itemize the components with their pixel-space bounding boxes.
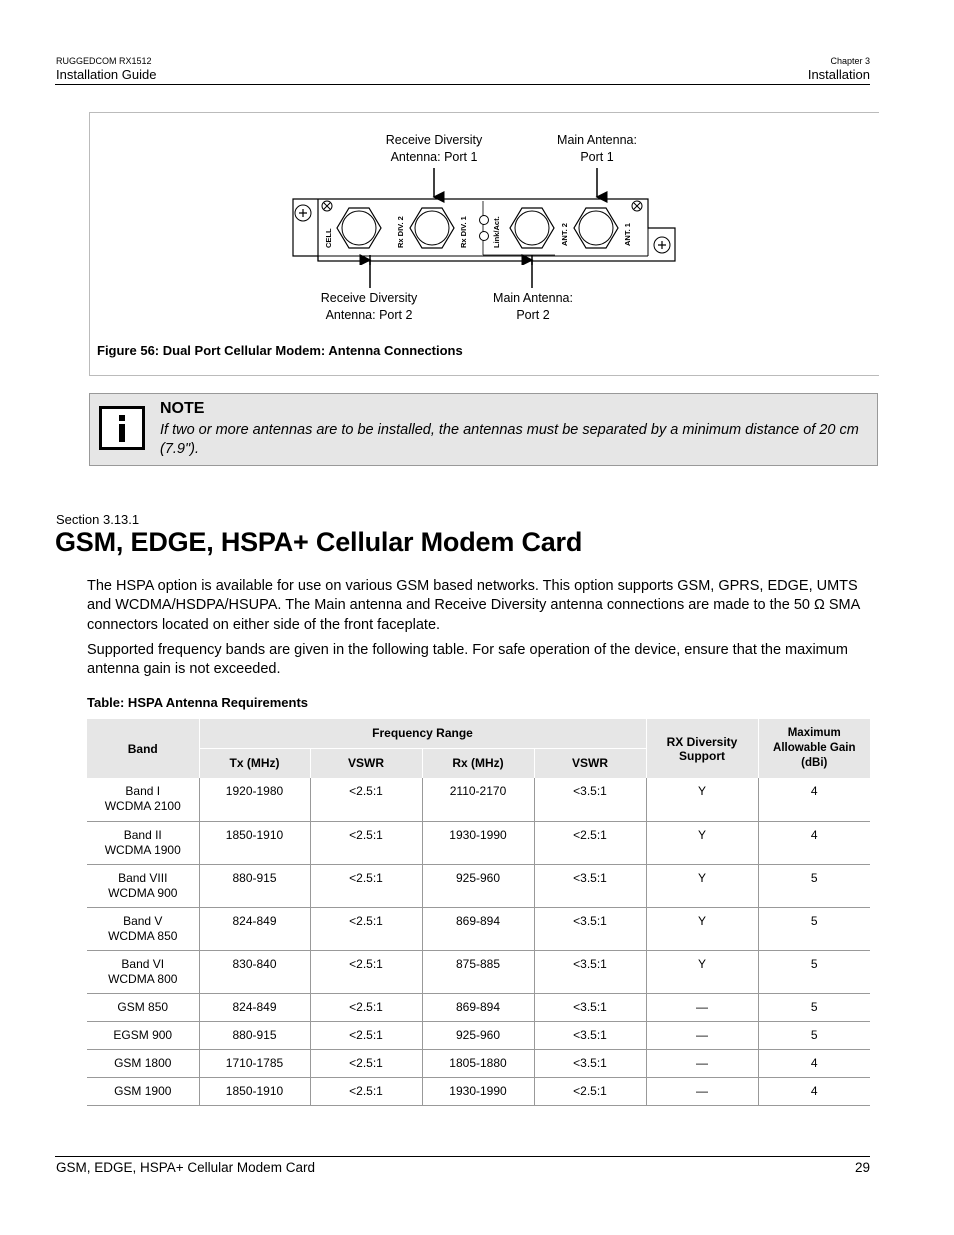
header-product: RUGGEDCOM RX1512 xyxy=(56,56,152,66)
table-cell-rx: 925-960 xyxy=(422,864,534,907)
table-row xyxy=(87,907,870,950)
table-cell-gain: 5 xyxy=(758,950,870,993)
table-cell-vswr-tx: <2.5:1 xyxy=(310,1021,422,1049)
table-cell-gain: 5 xyxy=(758,864,870,907)
table-cell-vswr-tx: <2.5:1 xyxy=(310,993,422,1021)
modem-faceplate-diagram xyxy=(285,165,685,265)
table-cell-vswr-tx: <2.5:1 xyxy=(310,821,422,864)
table-cell-band: GSM 1800 xyxy=(87,1049,199,1077)
table-cell-tx: 1850-1910 xyxy=(199,1077,310,1105)
paragraph-frequency-bands: Supported frequency bands are given in the following table. For safe operation of the device, ensure that the maximum antenna gain is not exceeded. xyxy=(87,642,848,678)
table-cell-rx: 1805-1880 xyxy=(422,1049,534,1077)
table-cell-band: Band VI WCDMA 800 xyxy=(87,950,199,993)
panel-label-rx-div1: Rx DIV. 1 xyxy=(459,216,468,248)
table-cell-tx: 880-915 xyxy=(199,1021,310,1049)
callout-rx-div-port1: Receive Diversity Antenna: Port 1 xyxy=(385,133,483,164)
table-cell-rx: 925-960 xyxy=(422,1021,534,1049)
table-cell-tx: 1710-1785 xyxy=(199,1049,310,1077)
header-band: Band xyxy=(87,719,199,778)
table-row xyxy=(87,1021,870,1049)
led-indicator xyxy=(480,216,489,225)
table-cell-band: Band II WCDMA 1900 xyxy=(87,821,199,864)
table-cell-gain: 5 xyxy=(758,993,870,1021)
table-cell-tx: 824-849 xyxy=(199,907,310,950)
footer-title: GSM, EDGE, HSPA+ Cellular Modem Card xyxy=(56,1160,315,1175)
table-row xyxy=(87,778,870,821)
table-row xyxy=(87,821,870,864)
panel-label-ant2: ANT. 2 xyxy=(560,223,569,246)
table-cell-band: Band V WCDMA 850 xyxy=(87,907,199,950)
table-cell-vswr-rx: <3.5:1 xyxy=(534,1049,646,1077)
table-cell-gain: 4 xyxy=(758,1077,870,1105)
header-guide: Installation Guide xyxy=(56,67,157,82)
page-number: 29 xyxy=(854,1160,870,1175)
footer-rule xyxy=(55,1156,870,1157)
callout-main-port2: Main Antenna: Port 2 xyxy=(493,291,573,322)
note-body: If two or more antennas are to be installed, the antennas must be separated by a minimum distance of 20 cm (7.9"). xyxy=(160,422,859,457)
note-box xyxy=(89,393,878,466)
table-cell-rx: 869-894 xyxy=(422,993,534,1021)
header-vswr-tx: VSWR xyxy=(310,748,422,778)
header-frequency-range: Frequency Range xyxy=(199,719,646,748)
table-row xyxy=(87,1077,870,1105)
table-row xyxy=(87,993,870,1021)
header-vswr-rx: VSWR xyxy=(534,748,646,778)
table-cell-div: — xyxy=(646,1077,758,1105)
table-row xyxy=(87,1049,870,1077)
table-cell-vswr-tx: <2.5:1 xyxy=(310,950,422,993)
section-title: GSM, EDGE, HSPA+ Cellular Modem Card xyxy=(55,527,583,557)
table-cell-tx: 824-849 xyxy=(199,993,310,1021)
panel-label-ant1: ANT. 1 xyxy=(623,223,632,246)
callout-rx-div-port2: Receive Diversity Antenna: Port 2 xyxy=(320,291,418,322)
note-title: NOTE xyxy=(160,400,205,417)
panel-label-link-act: Link/Act. xyxy=(492,216,501,248)
table-cell-gain: 5 xyxy=(758,907,870,950)
info-icon xyxy=(99,406,145,450)
table-row xyxy=(87,864,870,907)
table-cell-vswr-rx: <3.5:1 xyxy=(534,864,646,907)
screw-icon xyxy=(632,201,642,211)
panel-label-cell: CELL xyxy=(324,228,333,248)
table-cell-tx: 880-915 xyxy=(199,864,310,907)
table-cell-div: Y xyxy=(646,907,758,950)
table-cell-vswr-tx: <2.5:1 xyxy=(310,864,422,907)
table-cell-tx: 830-840 xyxy=(199,950,310,993)
table-cell-vswr-rx: <3.5:1 xyxy=(534,907,646,950)
table-row xyxy=(87,950,870,993)
table-cell-div: Y xyxy=(646,821,758,864)
bottom-arrow-shafts xyxy=(363,255,563,290)
table-cell-vswr-tx: <2.5:1 xyxy=(310,1049,422,1077)
table-cell-gain: 4 xyxy=(758,1049,870,1077)
panel-label-rx-div2: Rx DIV. 2 xyxy=(396,216,405,248)
table-cell-vswr-tx: <2.5:1 xyxy=(310,907,422,950)
table-cell-vswr-rx: <3.5:1 xyxy=(534,1021,646,1049)
callout-main-port1: Main Antenna: Port 1 xyxy=(557,133,637,164)
screw-icon xyxy=(295,205,311,221)
table-cell-div: Y xyxy=(646,864,758,907)
table-cell-vswr-rx: <3.5:1 xyxy=(534,778,646,821)
table-cell-gain: 4 xyxy=(758,778,870,821)
table-cell-div: — xyxy=(646,1049,758,1077)
table-cell-band: GSM 1900 xyxy=(87,1077,199,1105)
table-cell-rx: 1930-1990 xyxy=(422,821,534,864)
table-cell-rx: 869-894 xyxy=(422,907,534,950)
table-cell-vswr-tx: <2.5:1 xyxy=(310,778,422,821)
header-chapter-title: Installation xyxy=(807,67,870,82)
led-indicator xyxy=(480,232,489,241)
table-cell-gain: 5 xyxy=(758,1021,870,1049)
header-rx-diversity: RX Diversity Support xyxy=(646,719,758,778)
header-rx: Rx (MHz) xyxy=(422,748,534,778)
table-cell-tx: 1850-1910 xyxy=(199,821,310,864)
table-caption: Table: HSPA Antenna Requirements xyxy=(87,695,309,710)
table-cell-tx: 1920-1980 xyxy=(199,778,310,821)
header-rule xyxy=(55,84,870,85)
section-number: Section 3.13.1 xyxy=(56,512,140,527)
table-cell-rx: 875-885 xyxy=(422,950,534,993)
table-cell-div: Y xyxy=(646,778,758,821)
table-cell-vswr-rx: <3.5:1 xyxy=(534,950,646,993)
table-cell-vswr-rx: <2.5:1 xyxy=(534,821,646,864)
header-chapter: Chapter 3 xyxy=(830,56,870,66)
header-tx: Tx (MHz) xyxy=(199,748,310,778)
hspa-antenna-table xyxy=(87,719,870,1106)
table-cell-vswr-tx: <2.5:1 xyxy=(310,1077,422,1105)
header-max-gain: Maximum Allowable Gain (dBi) xyxy=(758,719,870,778)
table-cell-band: Band I WCDMA 2100 xyxy=(87,778,199,821)
paragraph-hspa-option: The HSPA option is available for use on various GSM based networks. This option supports GSM, GPRS, EDGE, UMTS and WCDMA/HSDPA/HSUPA. The Main antenna and Receive Diversity antenna connections are made to the 50 Ω SMA connectors located on either side of the front faceplate. xyxy=(87,578,860,633)
table-cell-rx: 1930-1990 xyxy=(422,1077,534,1105)
table-cell-div: — xyxy=(646,993,758,1021)
screw-icon xyxy=(322,201,332,211)
table-cell-vswr-rx: <3.5:1 xyxy=(534,993,646,1021)
screw-icon xyxy=(654,237,670,253)
table-cell-div: Y xyxy=(646,950,758,993)
table-cell-vswr-rx: <2.5:1 xyxy=(534,1077,646,1105)
table-cell-div: — xyxy=(646,1021,758,1049)
table-cell-band: EGSM 900 xyxy=(87,1021,199,1049)
table-cell-band: Band VIII WCDMA 900 xyxy=(87,864,199,907)
table-cell-band: GSM 850 xyxy=(87,993,199,1021)
table-cell-gain: 4 xyxy=(758,821,870,864)
figure-caption: Figure 56: Dual Port Cellular Modem: Antenna Connections xyxy=(97,343,463,358)
table-cell-rx: 2110-2170 xyxy=(422,778,534,821)
